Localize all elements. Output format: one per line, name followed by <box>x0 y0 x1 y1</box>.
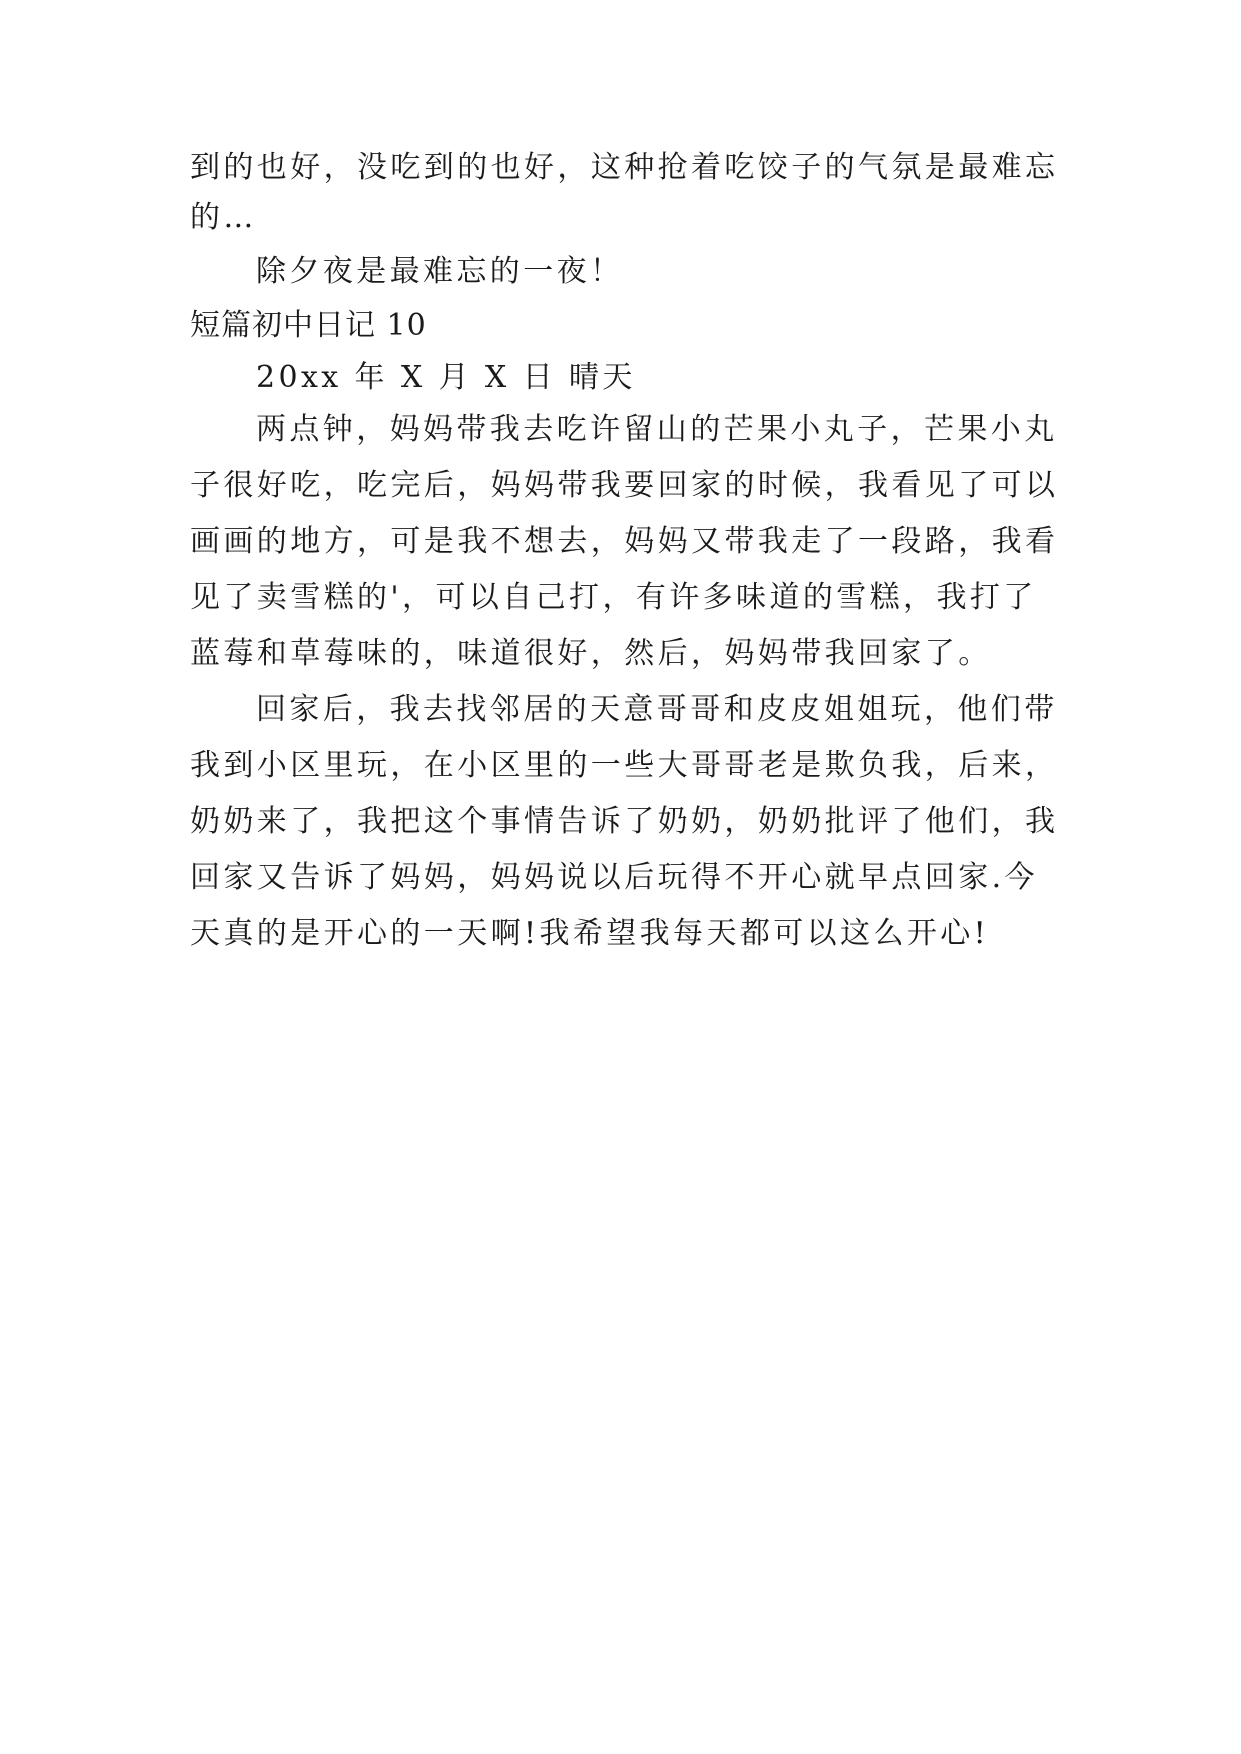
paragraph-line: 天真的是开心的一天啊!我希望我每天都可以这么开心! <box>190 916 990 951</box>
paragraph-line: 子很好吃，吃完后，妈妈带我要回家的时候，我看见了可以 <box>190 468 1059 503</box>
paragraph-line: 的… <box>190 200 257 235</box>
paragraph-line: 见了卖雪糕的'，可以自己打，有许多味道的雪糕，我打了 <box>190 580 1037 615</box>
paragraph-line: 回家后，我去找邻居的天意哥哥和皮皮姐姐玩，他们带 <box>256 692 1058 727</box>
paragraph-line: 奶奶来了，我把这个事情告诉了奶奶，奶奶批评了他们，我 <box>190 804 1059 839</box>
paragraph-line: 蓝莓和草莓味的，味道很好，然后，妈妈带我回家了。 <box>190 636 992 671</box>
paragraph-line: 回家又告诉了妈妈，妈妈说以后玩得不开心就早点回家.今 <box>190 860 1038 895</box>
paragraph-line: 除夕夜是最难忘的一夜！ <box>256 254 624 289</box>
paragraph-line: 到的也好，没吃到的也好，这种抢着吃饺子的气氛是最难忘 <box>190 150 1059 185</box>
paragraph-line: 我到小区里玩，在小区里的一些大哥哥老是欺负我，后来， <box>190 748 1059 783</box>
diary-date: 20xx 年 X 月 X 日 晴天 <box>256 360 636 395</box>
paragraph-line: 画画的地方，可是我不想去，妈妈又带我走了一段路，我看 <box>190 524 1059 559</box>
diary-title: 短篇初中日记 10 <box>190 308 427 343</box>
paragraph-line: 两点钟，妈妈带我去吃许留山的芒果小丸子，芒果小丸 <box>256 412 1058 447</box>
